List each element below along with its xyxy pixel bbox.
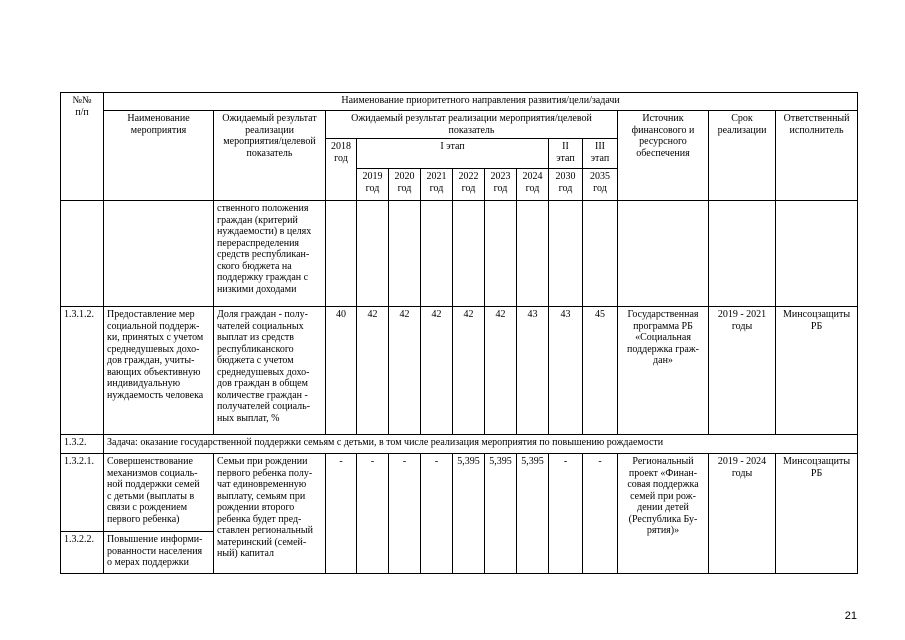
header-year: 2035 год xyxy=(583,169,618,201)
table-row xyxy=(61,454,858,532)
value-cell: 43 xyxy=(517,307,549,435)
header-direction: Наименование приоритетного направления развития/цели/задачи xyxy=(104,93,858,111)
header-stage-3: III этап xyxy=(583,139,618,169)
task-text: Задача: оказание государственной поддержки семьям с детьми, в том числе реализация мероприятия по повышению рождаемости xyxy=(104,435,858,454)
value-cell: - xyxy=(357,454,389,574)
page-number: 21 xyxy=(844,610,857,622)
header-stage-1: I этап xyxy=(357,139,549,169)
term-cell: 2019 - 2024 годы xyxy=(709,454,776,574)
header-expected: Ожидаемый результат реализации мероприятия/целевой показатель xyxy=(326,111,618,139)
task-row xyxy=(61,435,858,454)
value-cell: 5,395 xyxy=(453,454,485,574)
result-cell: Семьи при рождении первого ребенка полу- чат единовременную выплату, семьям при рождении второго ребенка будет пред- ставлен региональный материнский (семей- ный) капитал xyxy=(214,454,326,574)
table-row xyxy=(61,307,858,435)
result-cell: Доля граждан - полу- чателей социальных выплат из средств республиканского бюджета с учетом среднедушевых дохо- дов граждан в общем количестве граждан - получателей социаль- ных выплат, % xyxy=(214,307,326,435)
header-term: Срок реализации xyxy=(709,111,776,201)
table-row xyxy=(61,201,858,307)
header-stage-2: II этап xyxy=(549,139,583,169)
value-cell: 42 xyxy=(389,307,421,435)
value-cell: 42 xyxy=(357,307,389,435)
value-cell: - xyxy=(583,454,618,574)
event-name-cell: Предоставление мер социальной поддерж- ки, принятых с учетом среднедушевых дохо- дов граждан, учиты- вающих объективную индивидуальную нуждаемость человека xyxy=(104,307,214,435)
source-cell: Государственная программа РБ «Социальная поддержка граж- дан» xyxy=(618,307,709,435)
header-event-name: Наименование мероприятия xyxy=(104,111,214,201)
responsible-cell: Минсоцзащиты РБ xyxy=(776,307,858,435)
header-result: Ожидаемый результат реализации мероприятия/целевой показатель xyxy=(214,111,326,201)
row-number: 1.3.2. xyxy=(61,435,104,454)
responsible-cell: Минсоцзащиты РБ xyxy=(776,454,858,574)
header-number: №№ п/п xyxy=(61,93,104,201)
event-name-cell: Совершенствование механизмов социаль- ной поддержки семей с детьми (выплаты в связи с рождением первого ребенка) xyxy=(104,454,214,532)
row-number: 1.3.2.1. xyxy=(61,454,104,532)
value-cell: 43 xyxy=(549,307,583,435)
term-cell: 2019 - 2021 годы xyxy=(709,307,776,435)
value-cell: 45 xyxy=(583,307,618,435)
value-cell: 42 xyxy=(453,307,485,435)
header-source: Источник финансового и ресурсного обеспечения xyxy=(618,111,709,201)
event-name-cell: Повышение информи- рованности населения о мерах поддержки xyxy=(104,532,214,574)
header-year: 2024 год xyxy=(517,169,549,201)
value-cell: - xyxy=(549,454,583,574)
row-number: 1.3.1.2. xyxy=(61,307,104,435)
header-year: 2020 год xyxy=(389,169,421,201)
header-year: 2021 год xyxy=(421,169,453,201)
value-cell: 5,395 xyxy=(485,454,517,574)
row-number: 1.3.2.2. xyxy=(61,532,104,574)
value-cell: 42 xyxy=(421,307,453,435)
value-cell: - xyxy=(421,454,453,574)
header-year: 2030 год xyxy=(549,169,583,201)
header-year: 2019 год xyxy=(357,169,389,201)
header-year-2018: 2018 год xyxy=(326,139,357,201)
header-responsible: Ответственный исполнитель xyxy=(776,111,858,201)
result-cell: ственного положения граждан (критерий нуждаемости) в целях перераспределения средств республикан- ского бюджета на поддержку граждан с низкими доходами xyxy=(214,201,326,307)
header-year: 2022 год xyxy=(453,169,485,201)
header-year: 2023 год xyxy=(485,169,517,201)
value-cell: - xyxy=(389,454,421,574)
value-cell: 40 xyxy=(326,307,357,435)
value-cell: - xyxy=(326,454,357,574)
value-cell: 42 xyxy=(485,307,517,435)
program-table xyxy=(60,92,858,574)
value-cell: 5,395 xyxy=(517,454,549,574)
source-cell: Региональный проект «Финан- совая поддержка семей при рож- дении детей (Республика Бу- рятия)» xyxy=(618,454,709,574)
